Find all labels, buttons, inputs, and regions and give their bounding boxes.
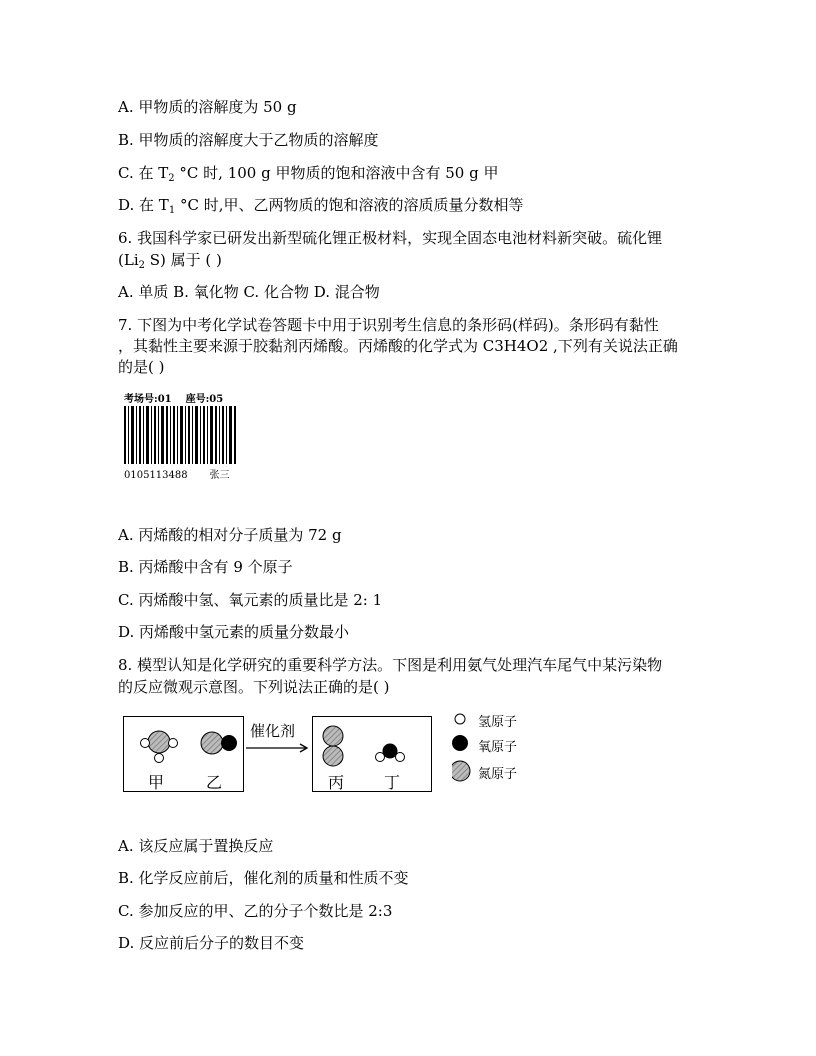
barcode-header (124, 390, 237, 405)
label-jia: 甲 (148, 773, 165, 792)
barcode-number: 0105113488 (124, 470, 188, 481)
legend-oxygen: 氧原子 (478, 740, 518, 755)
q7-stem-post: ,下列有关说法正确 (548, 337, 678, 355)
barcode-seat: 座号:05 (185, 394, 224, 405)
legend-nitrogen: 氮原子 (478, 767, 518, 782)
q7-stem-line1: 7. 下图为中考化学试卷答题卡中用于识别考生信息的条形码(样码)。条形码有黏性 (118, 316, 659, 334)
q5-option-c (118, 163, 498, 189)
q6-options: A. 单质 B. 氧化物 C. 化合物 D. 混合物 (118, 283, 380, 301)
legend-hydrogen: 氢原子 (478, 715, 518, 730)
barcode-exam-room: 考场号:01 (124, 394, 172, 405)
q8-stem-line2: 的反应微观示意图。下列说法正确的是( ) (118, 678, 390, 696)
q7-stem-pre: ，其黏性主要来源于胶黏剂丙烯酸。丙烯酸的化学式为 (118, 337, 483, 355)
q7-option-d: D. 丙烯酸中氢元素的质量分数最小 (118, 623, 350, 641)
reaction-diagram (120, 708, 540, 794)
barcode-sample (120, 390, 240, 485)
q6-stem-line1: 6. 我国科学家已研发出新型硫化锂正极材料，实现全固态电池材料新突破。硫化锂 (118, 229, 663, 247)
q5-option-b: B. 甲物质的溶解度大于乙物质的溶解度 (118, 131, 379, 149)
q7-stem-line2 (118, 336, 678, 356)
legend-icons (452, 710, 474, 786)
barcode-bars (124, 406, 236, 464)
q5-option-c-sub: 2 (168, 173, 175, 184)
q5-option-c-post: °C 时, 100 g 甲物质的饱和溶液中含有 50 g 甲 (174, 164, 499, 182)
q7-formula: C3H4O2 (482, 337, 549, 355)
q7-option-b: B. 丙烯酸中含有 9 个原子 (118, 558, 293, 576)
q6-stem-sub: 2 (138, 260, 145, 271)
reaction-arrow-icon (246, 742, 312, 754)
q8-option-a: A. 该反应属于置换反应 (118, 837, 274, 855)
label-bing: 丙 (328, 773, 345, 792)
label-ding: 丁 (384, 773, 401, 792)
catalyst-label: 催化剂 (250, 722, 296, 740)
q5-option-c-pre: C. 在 T (118, 164, 169, 182)
barcode-footer (124, 466, 230, 481)
q8-stem-line1: 8. 模型认知是化学研究的重要科学方法。下图是利用氨气处理汽车尾气中某污染物 (118, 656, 663, 674)
q5-option-d (118, 195, 523, 221)
reactant-molecules (123, 716, 245, 794)
q8-option-d: D. 反应前后分子的数目不变 (118, 934, 305, 952)
q5-option-a: A. 甲物质的溶解度为 50 g (118, 98, 297, 116)
label-yi: 乙 (206, 773, 223, 792)
q7-option-c: C. 丙烯酸中氢、氧元素的质量比是 2: 1 (118, 591, 383, 609)
q6-stem-line2 (118, 250, 222, 276)
q5-option-d-post: °C 时,甲、乙两物质的饱和溶液的溶质质量分数相等 (175, 196, 524, 214)
q5-option-d-sub: 1 (168, 205, 176, 216)
q8-option-c: C. 参加反应的甲、乙的分子个数比是 2:3 (118, 902, 393, 920)
q7-option-a: A. 丙烯酸的相对分子质量为 72 g (118, 526, 342, 544)
q8-option-b: B. 化学反应前后，催化剂的质量和性质不变 (118, 869, 409, 887)
q5-option-d-pre: D. 在 T (118, 196, 169, 214)
q6-stem-pre: (Li (118, 251, 139, 269)
q7-stem-line3: 的是( ) (118, 358, 165, 376)
q6-stem-post: S) 属于 ( ) (145, 251, 222, 269)
barcode-name: 张三 (209, 470, 230, 481)
